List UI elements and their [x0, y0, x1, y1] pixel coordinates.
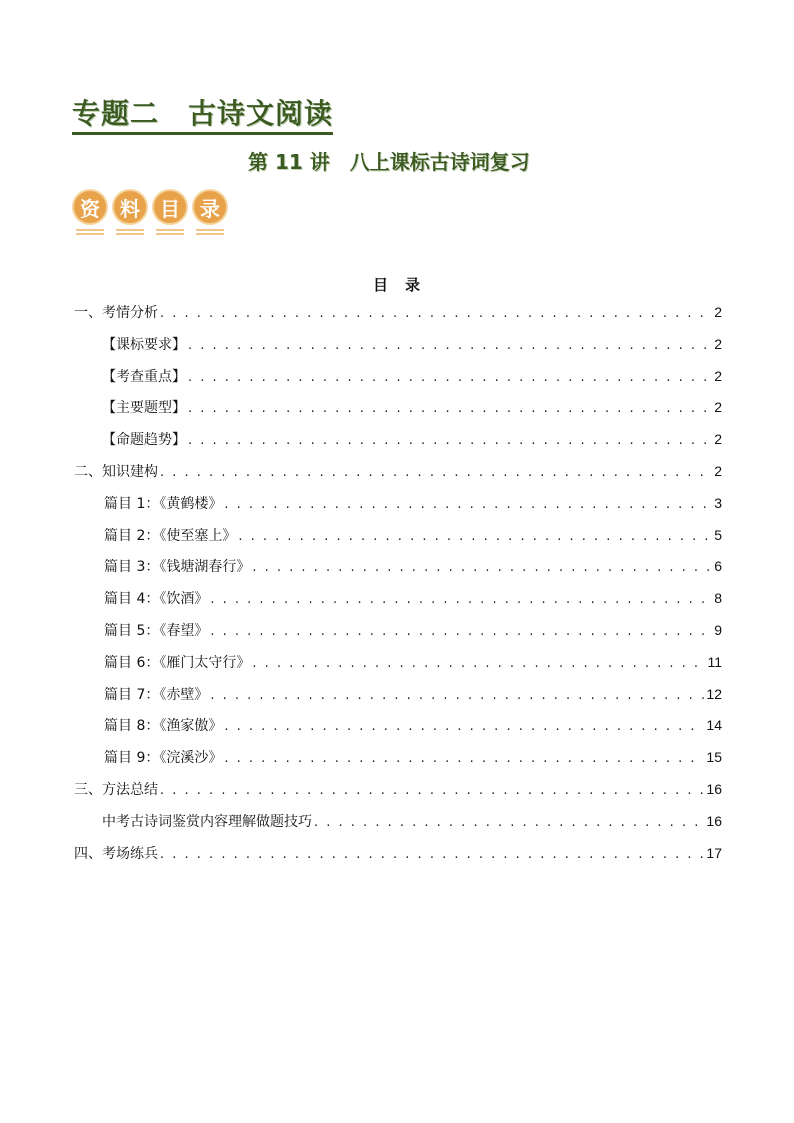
toc-entry[interactable] [74, 684, 722, 716]
table-of-contents [74, 302, 722, 874]
toc-entry-label: 篇目 7：《赤壁》 [104, 686, 209, 703]
toc-entry[interactable] [74, 556, 722, 588]
toc-leader-dots [314, 813, 704, 833]
toc-leader-dots [160, 781, 704, 801]
toc-entry[interactable] [74, 334, 722, 366]
toc-entry-page: 3 [714, 494, 722, 511]
toc-entry-label: 篇目 1：《黄鹤楼》 [104, 495, 223, 512]
toc-entry-label: 二、知识建构 [74, 463, 158, 480]
toc-entry-label: 【课标要求】 [102, 336, 186, 353]
toc-entry-label: 一、考情分析 [74, 305, 158, 321]
toc-leader-dots [160, 304, 712, 324]
toc-entry-page: 2 [714, 304, 722, 320]
toc-entry[interactable] [74, 747, 722, 779]
toc-entry[interactable] [74, 302, 722, 334]
toc-leader-dots [224, 495, 712, 515]
badge-char: 录 [192, 189, 228, 235]
toc-leader-dots [238, 527, 712, 547]
toc-leader-dots [188, 399, 712, 419]
toc-leader-dots [252, 654, 705, 674]
toc-leader-dots [224, 749, 704, 769]
toc-entry-label: 【考查重点】 [102, 368, 186, 385]
toc-entry-page: 2 [714, 431, 722, 448]
toc-entry[interactable] [74, 715, 722, 747]
toc-leader-dots [188, 431, 712, 451]
toc-leader-dots [160, 463, 712, 483]
toc-entry-label: 篇目 6：《雁门太守行》 [104, 654, 251, 671]
toc-entry-label: 篇目 3：《钱塘湖春行》 [104, 559, 251, 576]
toc-entry-page: 5 [714, 526, 722, 543]
toc-entry[interactable] [74, 493, 722, 525]
toc-entry-label: 篇目 4：《饮酒》 [104, 591, 209, 608]
toc-entry[interactable] [74, 620, 722, 652]
toc-leader-dots [210, 686, 704, 706]
badge-char: 料 [112, 189, 148, 235]
lecture-subtitle: 第 11 讲 八上课标古诗词复习 [248, 150, 530, 174]
toc-leader-dots [210, 622, 712, 642]
toc-entry[interactable] [74, 461, 722, 493]
toc-leader-dots [210, 590, 712, 610]
toc-entry-page: 2 [714, 335, 722, 352]
toc-entry[interactable] [74, 397, 722, 429]
toc-entry[interactable] [74, 652, 722, 684]
toc-entry-label: 篇目 8：《渔家傲》 [104, 718, 223, 735]
toc-entry-label: 篇目 9：《浣溪沙》 [104, 750, 223, 767]
toc-entry-label: 篇目 2：《使至塞上》 [104, 527, 237, 544]
toc-entry-page: 15 [706, 749, 722, 766]
toc-entry-page: 11 [707, 653, 722, 670]
badge-char: 资 [72, 189, 108, 235]
toc-entry[interactable] [74, 366, 722, 398]
toc-entry[interactable] [74, 811, 722, 843]
toc-entry-label: 【主要题型】 [102, 400, 186, 417]
toc-entry-page: 9 [714, 621, 722, 638]
toc-leader-dots [188, 368, 712, 388]
toc-heading: 目 录 [372, 276, 421, 294]
toc-entry-page: 2 [714, 367, 722, 384]
toc-entry[interactable] [74, 525, 722, 557]
toc-entry-page: 16 [706, 812, 722, 829]
toc-entry-label: 篇目 5：《春望》 [104, 622, 209, 639]
toc-entry[interactable] [74, 779, 722, 811]
toc-entry-page: 2 [714, 399, 722, 416]
toc-leader-dots [224, 717, 704, 737]
toc-entry-page: 6 [714, 558, 722, 575]
toc-entry-page: 14 [706, 717, 722, 734]
section-badge [72, 189, 228, 235]
toc-entry-label: 四、考场练兵 [74, 845, 158, 862]
toc-entry[interactable] [74, 843, 722, 875]
toc-entry-page: 2 [714, 462, 722, 479]
toc-leader-dots [160, 845, 704, 865]
toc-leader-dots [252, 558, 712, 578]
badge-char: 目 [152, 189, 188, 235]
toc-entry[interactable] [74, 588, 722, 620]
toc-entry-label: 【命题趋势】 [102, 432, 186, 449]
toc-entry[interactable] [74, 429, 722, 461]
toc-entry-label: 三、方法总结 [74, 781, 158, 798]
page-title: 专题二 古诗文阅读 [72, 97, 333, 135]
toc-entry-page: 8 [714, 590, 722, 607]
toc-entry-page: 16 [706, 780, 722, 797]
toc-entry-page: 12 [706, 685, 722, 702]
toc-leader-dots [188, 336, 712, 356]
toc-entry-label: 中考古诗词鉴赏内容理解做题技巧 [102, 813, 312, 830]
toc-entry-page: 17 [706, 844, 722, 861]
